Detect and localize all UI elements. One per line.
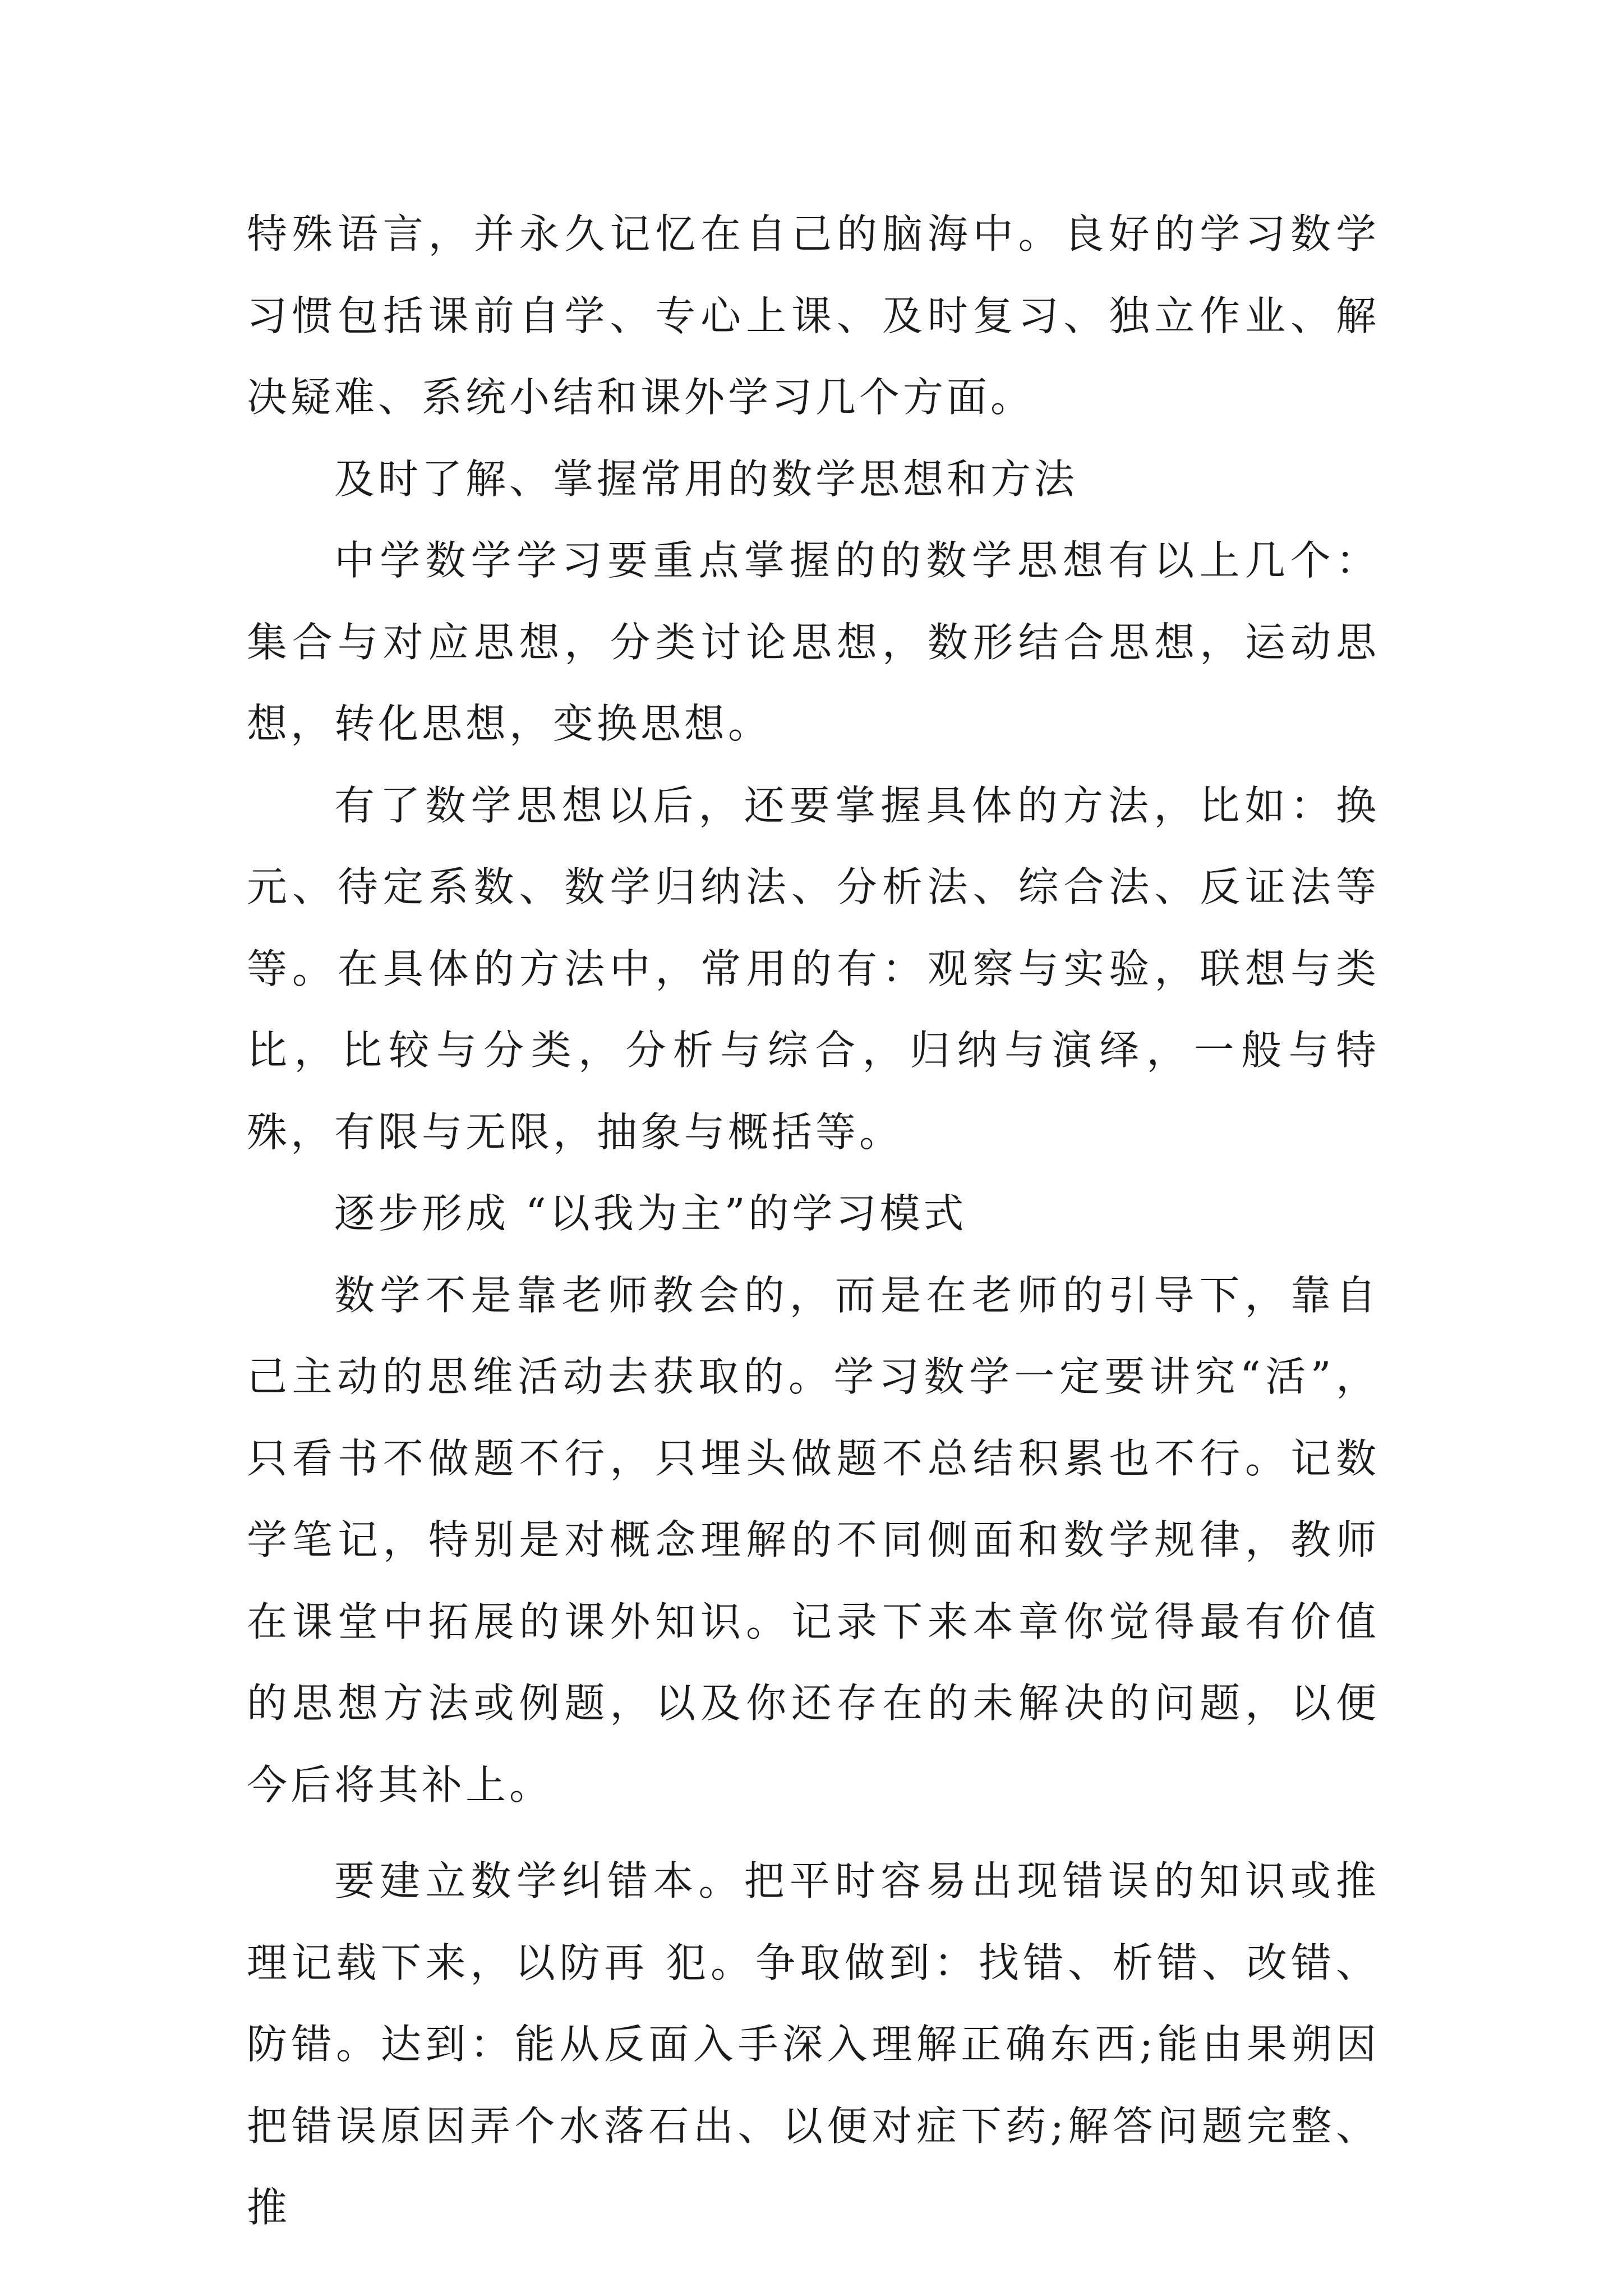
paragraph-error-notebook: 要建立数学纠错本。把平时容易出现错误的知识或推理记载下来，以防再 犯。争取做到：找错、析错、改错、防错。达到：能从反面入手深入理解正确东西;能由果朔因把错误原因弄个水落石出、以便对症下药;解答问题完整、推 <box>247 1857 1380 2231</box>
paragraph-learning-mode: 数学不是靠老师教会的，而是在老师的引导下，靠自己主动的思维活动去获取的。学习数学一定要讲究“活”，只看书不做题不行，只埋头做题不总结积累也不行。记数学笔记，特别是对概念理解的不同侧面和数学规律，教师在课堂中拓展的课外知识。记录下来本章你觉得最有价值的思想方法或例题，以及你还存在的未解决的问题，以便今后将其补上。 <box>247 1271 1380 1809</box>
paragraph-study-habits: 特殊语言，并永久记忆在自己的脑海中。良好的学习数学习惯包括课前自学、专心上课、及时复习、独立作业、解决疑难、系统小结和课外学习几个方面。 <box>247 210 1380 421</box>
heading-learning-mode: 逐步形成 “以我为主”的学习模式 <box>334 1190 967 1237</box>
paragraph-math-thinking: 中学数学学习要重点掌握的的数学思想有以上几个：集合与对应思想，分类讨论思想，数形结合思想，运动思想，转化思想，变换思想。 <box>247 537 1380 747</box>
paragraph-math-methods: 有了数学思想以后，还要掌握具体的方法，比如：换元、待定系数、数学归纳法、分析法、综合法、反证法等等。在具体的方法中，常用的有：观察与实验，联想与类比，比较与分类，分析与综合，归纳与演绎，一般与特殊，有限与无限，抽象与概括等。 <box>247 781 1380 1156</box>
heading-math-thinking: 及时了解、掌握常用的数学思想和方法 <box>334 455 1078 503</box>
document-body <box>247 194 1380 2249</box>
